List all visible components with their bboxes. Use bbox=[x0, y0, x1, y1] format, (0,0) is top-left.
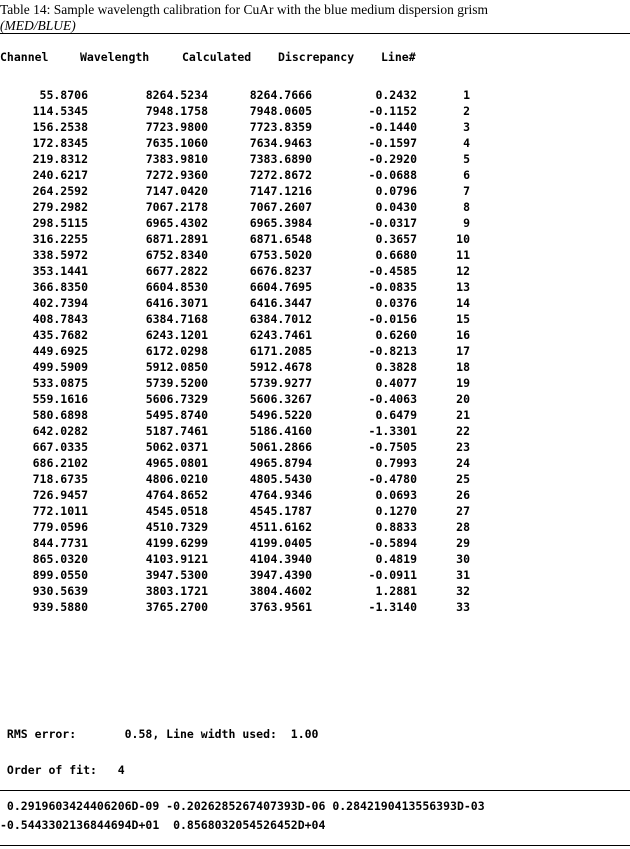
cell-wavelength: 6243.1201 bbox=[145, 328, 208, 342]
cell-channel: 939.5880 bbox=[32, 600, 88, 614]
cell-discrepancy: 0.0430 bbox=[375, 200, 417, 214]
cell-wavelength: 6752.8340 bbox=[145, 248, 208, 262]
cell-channel: 686.2102 bbox=[32, 456, 88, 470]
header-line-number: Line# bbox=[381, 50, 416, 64]
caption-line-2 bbox=[0, 18, 628, 34]
cell-channel: 402.7394 bbox=[32, 296, 88, 310]
header-discrepancy: Discrepancy bbox=[278, 50, 355, 64]
cell-calculated: 4511.6162 bbox=[249, 520, 312, 534]
cell-discrepancy: 0.6260 bbox=[375, 328, 417, 342]
cell-wavelength: 4806.0210 bbox=[145, 472, 208, 486]
cell-discrepancy: -0.0317 bbox=[368, 216, 417, 230]
table-row bbox=[0, 168, 630, 184]
cell-line-number: 6 bbox=[463, 168, 470, 182]
cell-channel: 726.9457 bbox=[32, 488, 88, 502]
cell-discrepancy: -0.0688 bbox=[368, 168, 417, 182]
top-rule bbox=[0, 33, 630, 34]
cell-wavelength: 4764.8652 bbox=[145, 488, 208, 502]
table-row bbox=[0, 408, 630, 424]
cell-channel: 844.7731 bbox=[32, 536, 88, 550]
cell-line-number: 10 bbox=[456, 232, 470, 246]
cell-calculated: 7634.9463 bbox=[249, 136, 312, 150]
cell-wavelength: 6172.0298 bbox=[145, 344, 208, 358]
cell-channel: 338.5972 bbox=[32, 248, 88, 262]
table-row bbox=[0, 584, 630, 600]
cell-discrepancy: -0.0835 bbox=[368, 280, 417, 294]
cell-discrepancy: 0.2432 bbox=[375, 88, 417, 102]
cell-discrepancy: 0.3657 bbox=[375, 232, 417, 246]
cell-calculated: 4805.5430 bbox=[249, 472, 312, 486]
table-row bbox=[0, 328, 630, 344]
table-row bbox=[0, 360, 630, 376]
cell-line-number: 27 bbox=[456, 504, 470, 518]
cell-line-number: 14 bbox=[456, 296, 470, 310]
cell-line-number: 23 bbox=[456, 440, 470, 454]
table-row bbox=[0, 472, 630, 488]
table-row bbox=[0, 296, 630, 312]
cell-discrepancy: 0.8833 bbox=[375, 520, 417, 534]
cell-discrepancy: -0.7505 bbox=[368, 440, 417, 454]
cell-channel: 279.2982 bbox=[32, 200, 88, 214]
cell-wavelength: 5606.7329 bbox=[145, 392, 208, 406]
cell-calculated: 6753.5020 bbox=[249, 248, 312, 262]
cell-channel: 408.7843 bbox=[32, 312, 88, 326]
coefficients-line-1: 0.2919603424406206D-09 -0.2026285267407393D-06 0.2842190413556393D-03 bbox=[0, 799, 485, 813]
cell-wavelength: 6384.7168 bbox=[145, 312, 208, 326]
cell-channel: 499.5909 bbox=[32, 360, 88, 374]
cell-line-number: 29 bbox=[456, 536, 470, 550]
cell-wavelength: 6871.2891 bbox=[145, 232, 208, 246]
cell-discrepancy: 0.7993 bbox=[375, 456, 417, 470]
cell-channel: 172.8345 bbox=[32, 136, 88, 150]
cell-channel: 55.8706 bbox=[39, 88, 88, 102]
cell-discrepancy: 0.6479 bbox=[375, 408, 417, 422]
cell-channel: 366.8350 bbox=[32, 280, 88, 294]
table-row bbox=[0, 280, 630, 296]
cell-calculated: 5739.9277 bbox=[249, 376, 312, 390]
cell-line-number: 12 bbox=[456, 264, 470, 278]
table-row bbox=[0, 264, 630, 280]
cell-line-number: 33 bbox=[456, 600, 470, 614]
table-row bbox=[0, 424, 630, 440]
cell-line-number: 2 bbox=[463, 104, 470, 118]
cell-calculated: 6416.3447 bbox=[249, 296, 312, 310]
cell-calculated: 5606.3267 bbox=[249, 392, 312, 406]
cell-channel: 114.5345 bbox=[32, 104, 88, 118]
cell-line-number: 1 bbox=[463, 88, 470, 102]
table-row bbox=[0, 504, 630, 520]
cell-channel: 449.6925 bbox=[32, 344, 88, 358]
cell-calculated: 7067.2607 bbox=[249, 200, 312, 214]
cell-wavelength: 7723.9800 bbox=[145, 120, 208, 134]
bottom-rule bbox=[0, 845, 630, 846]
cell-calculated: 5912.4678 bbox=[249, 360, 312, 374]
caption-grism-name: (MED/BLUE) bbox=[0, 18, 76, 33]
cell-discrepancy: -1.3140 bbox=[368, 600, 417, 614]
table-row bbox=[0, 152, 630, 168]
cell-wavelength: 7147.0420 bbox=[145, 184, 208, 198]
cell-line-number: 18 bbox=[456, 360, 470, 374]
cell-calculated: 6604.7695 bbox=[249, 280, 312, 294]
table-row bbox=[0, 200, 630, 216]
table-row bbox=[0, 536, 630, 552]
header-calculated: Calculated bbox=[182, 50, 252, 64]
cell-line-number: 3 bbox=[463, 120, 470, 134]
cell-calculated: 6243.7461 bbox=[249, 328, 312, 342]
cell-discrepancy: -0.4585 bbox=[368, 264, 417, 278]
cell-calculated: 5186.4160 bbox=[249, 424, 312, 438]
cell-wavelength: 8264.5234 bbox=[145, 88, 208, 102]
table-row bbox=[0, 104, 630, 120]
cell-channel: 533.0875 bbox=[32, 376, 88, 390]
cell-calculated: 7383.6890 bbox=[249, 152, 312, 166]
cell-wavelength: 7948.1758 bbox=[145, 104, 208, 118]
rms-error-line: RMS error: 0.58, Line width used: 1.00 bbox=[0, 727, 319, 741]
cell-line-number: 32 bbox=[456, 584, 470, 598]
cell-wavelength: 5187.7461 bbox=[145, 424, 208, 438]
cell-calculated: 4545.1787 bbox=[249, 504, 312, 518]
table-row bbox=[0, 392, 630, 408]
cell-channel: 718.6735 bbox=[32, 472, 88, 486]
table-row bbox=[0, 120, 630, 136]
table-row bbox=[0, 88, 630, 104]
cell-wavelength: 6965.4302 bbox=[145, 216, 208, 230]
table-row bbox=[0, 600, 630, 616]
table-caption bbox=[0, 2, 628, 34]
cell-line-number: 7 bbox=[463, 184, 470, 198]
cell-calculated: 7948.0605 bbox=[249, 104, 312, 118]
cell-discrepancy: 0.3828 bbox=[375, 360, 417, 374]
cell-channel: 240.6217 bbox=[32, 168, 88, 182]
table-row bbox=[0, 184, 630, 200]
cell-discrepancy: 0.6680 bbox=[375, 248, 417, 262]
cell-discrepancy: 0.4077 bbox=[375, 376, 417, 390]
cell-calculated: 7723.8359 bbox=[249, 120, 312, 134]
cell-wavelength: 3803.1721 bbox=[145, 584, 208, 598]
cell-channel: 559.1616 bbox=[32, 392, 88, 406]
cell-calculated: 6676.8237 bbox=[249, 264, 312, 278]
cell-discrepancy: 0.0796 bbox=[375, 184, 417, 198]
table-row bbox=[0, 344, 630, 360]
cell-wavelength: 4545.0518 bbox=[145, 504, 208, 518]
cell-discrepancy: 1.2881 bbox=[375, 584, 417, 598]
table-row bbox=[0, 248, 630, 264]
cell-line-number: 25 bbox=[456, 472, 470, 486]
cell-line-number: 20 bbox=[456, 392, 470, 406]
cell-discrepancy: 0.0693 bbox=[375, 488, 417, 502]
table-row bbox=[0, 216, 630, 232]
cell-discrepancy: -0.1440 bbox=[368, 120, 417, 134]
cell-line-number: 26 bbox=[456, 488, 470, 502]
cell-channel: 316.2255 bbox=[32, 232, 88, 246]
cell-discrepancy: 0.0376 bbox=[375, 296, 417, 310]
cell-wavelength: 7272.9360 bbox=[145, 168, 208, 182]
cell-wavelength: 4199.6299 bbox=[145, 536, 208, 550]
cell-line-number: 17 bbox=[456, 344, 470, 358]
table-row bbox=[0, 488, 630, 504]
cell-line-number: 11 bbox=[456, 248, 470, 262]
cell-line-number: 16 bbox=[456, 328, 470, 342]
cell-calculated: 5496.5220 bbox=[249, 408, 312, 422]
table-row bbox=[0, 376, 630, 392]
caption-line-1: Table 14: Sample wavelength calibration for CuAr with the blue medium dispersion grism bbox=[0, 2, 488, 17]
cell-line-number: 22 bbox=[456, 424, 470, 438]
cell-discrepancy: -0.1597 bbox=[368, 136, 417, 150]
cell-line-number: 21 bbox=[456, 408, 470, 422]
table-row bbox=[0, 568, 630, 584]
cell-calculated: 4965.8794 bbox=[249, 456, 312, 470]
cell-calculated: 4104.3940 bbox=[249, 552, 312, 566]
cell-channel: 264.2592 bbox=[32, 184, 88, 198]
cell-channel: 642.0282 bbox=[32, 424, 88, 438]
table-row bbox=[0, 312, 630, 328]
cell-channel: 353.1441 bbox=[32, 264, 88, 278]
cell-discrepancy: -0.5894 bbox=[368, 536, 417, 550]
cell-line-number: 9 bbox=[463, 216, 470, 230]
cell-wavelength: 7067.2178 bbox=[145, 200, 208, 214]
cell-discrepancy: -0.0911 bbox=[368, 568, 417, 582]
table-row bbox=[0, 136, 630, 152]
cell-line-number: 13 bbox=[456, 280, 470, 294]
cell-channel: 865.0320 bbox=[32, 552, 88, 566]
cell-channel: 899.0550 bbox=[32, 568, 88, 582]
cell-calculated: 6965.3984 bbox=[249, 216, 312, 230]
cell-line-number: 19 bbox=[456, 376, 470, 390]
cell-channel: 779.0596 bbox=[32, 520, 88, 534]
cell-line-number: 4 bbox=[463, 136, 470, 150]
cell-discrepancy: -0.4063 bbox=[368, 392, 417, 406]
table-row bbox=[0, 520, 630, 536]
cell-line-number: 15 bbox=[456, 312, 470, 326]
cell-discrepancy: -1.3301 bbox=[368, 424, 417, 438]
cell-channel: 580.6898 bbox=[32, 408, 88, 422]
cell-calculated: 7147.1216 bbox=[249, 184, 312, 198]
cell-wavelength: 7635.1060 bbox=[145, 136, 208, 150]
cell-wavelength: 4510.7329 bbox=[145, 520, 208, 534]
cell-discrepancy: 0.1270 bbox=[375, 504, 417, 518]
cell-discrepancy: -0.1152 bbox=[368, 104, 417, 118]
cell-calculated: 8264.7666 bbox=[249, 88, 312, 102]
cell-calculated: 4764.9346 bbox=[249, 488, 312, 502]
cell-calculated: 3947.4390 bbox=[249, 568, 312, 582]
cell-channel: 219.8312 bbox=[32, 152, 88, 166]
cell-line-number: 8 bbox=[463, 200, 470, 214]
cell-line-number: 31 bbox=[456, 568, 470, 582]
header-channel: Channel bbox=[0, 50, 49, 64]
cell-wavelength: 6604.8530 bbox=[145, 280, 208, 294]
cell-calculated: 7272.8672 bbox=[249, 168, 312, 182]
cell-wavelength: 6677.2822 bbox=[145, 264, 208, 278]
middle-rule bbox=[0, 790, 630, 791]
cell-wavelength: 4965.0801 bbox=[145, 456, 208, 470]
header-wavelength: Wavelength bbox=[80, 50, 150, 64]
coefficients-line-2: -0.5443302136844694D+01 0.8568032054526452D+04 bbox=[0, 818, 326, 832]
cell-line-number: 28 bbox=[456, 520, 470, 534]
cell-wavelength: 7383.9810 bbox=[145, 152, 208, 166]
cell-discrepancy: -0.8213 bbox=[368, 344, 417, 358]
table-row bbox=[0, 440, 630, 456]
cell-channel: 435.7682 bbox=[32, 328, 88, 342]
cell-calculated: 6384.7012 bbox=[249, 312, 312, 326]
cell-line-number: 5 bbox=[463, 152, 470, 166]
cell-line-number: 30 bbox=[456, 552, 470, 566]
cell-channel: 667.0335 bbox=[32, 440, 88, 454]
cell-calculated: 3763.9561 bbox=[249, 600, 312, 614]
cell-line-number: 24 bbox=[456, 456, 470, 470]
cell-discrepancy: -0.4780 bbox=[368, 472, 417, 486]
cell-wavelength: 5062.0371 bbox=[145, 440, 208, 454]
cell-wavelength: 6416.3071 bbox=[145, 296, 208, 310]
cell-calculated: 5061.2866 bbox=[249, 440, 312, 454]
cell-discrepancy: -0.0156 bbox=[368, 312, 417, 326]
cell-discrepancy: -0.2920 bbox=[368, 152, 417, 166]
cell-calculated: 4199.0405 bbox=[249, 536, 312, 550]
table-row bbox=[0, 232, 630, 248]
cell-channel: 156.2538 bbox=[32, 120, 88, 134]
cell-calculated: 6871.6548 bbox=[249, 232, 312, 246]
cell-channel: 772.1011 bbox=[32, 504, 88, 518]
cell-wavelength: 5739.5200 bbox=[145, 376, 208, 390]
cell-discrepancy: 0.4819 bbox=[375, 552, 417, 566]
cell-wavelength: 3765.2700 bbox=[145, 600, 208, 614]
cell-wavelength: 5912.0850 bbox=[145, 360, 208, 374]
cell-wavelength: 5495.8740 bbox=[145, 408, 208, 422]
cell-wavelength: 3947.5300 bbox=[145, 568, 208, 582]
table-row bbox=[0, 552, 630, 568]
cell-channel: 930.5639 bbox=[32, 584, 88, 598]
cell-channel: 298.5115 bbox=[32, 216, 88, 230]
calibration-table-body bbox=[0, 88, 630, 616]
cell-wavelength: 4103.9121 bbox=[145, 552, 208, 566]
cell-calculated: 3804.4602 bbox=[249, 584, 312, 598]
table-row bbox=[0, 456, 630, 472]
order-of-fit-line: Order of fit: 4 bbox=[0, 763, 125, 777]
cell-calculated: 6171.2085 bbox=[249, 344, 312, 358]
